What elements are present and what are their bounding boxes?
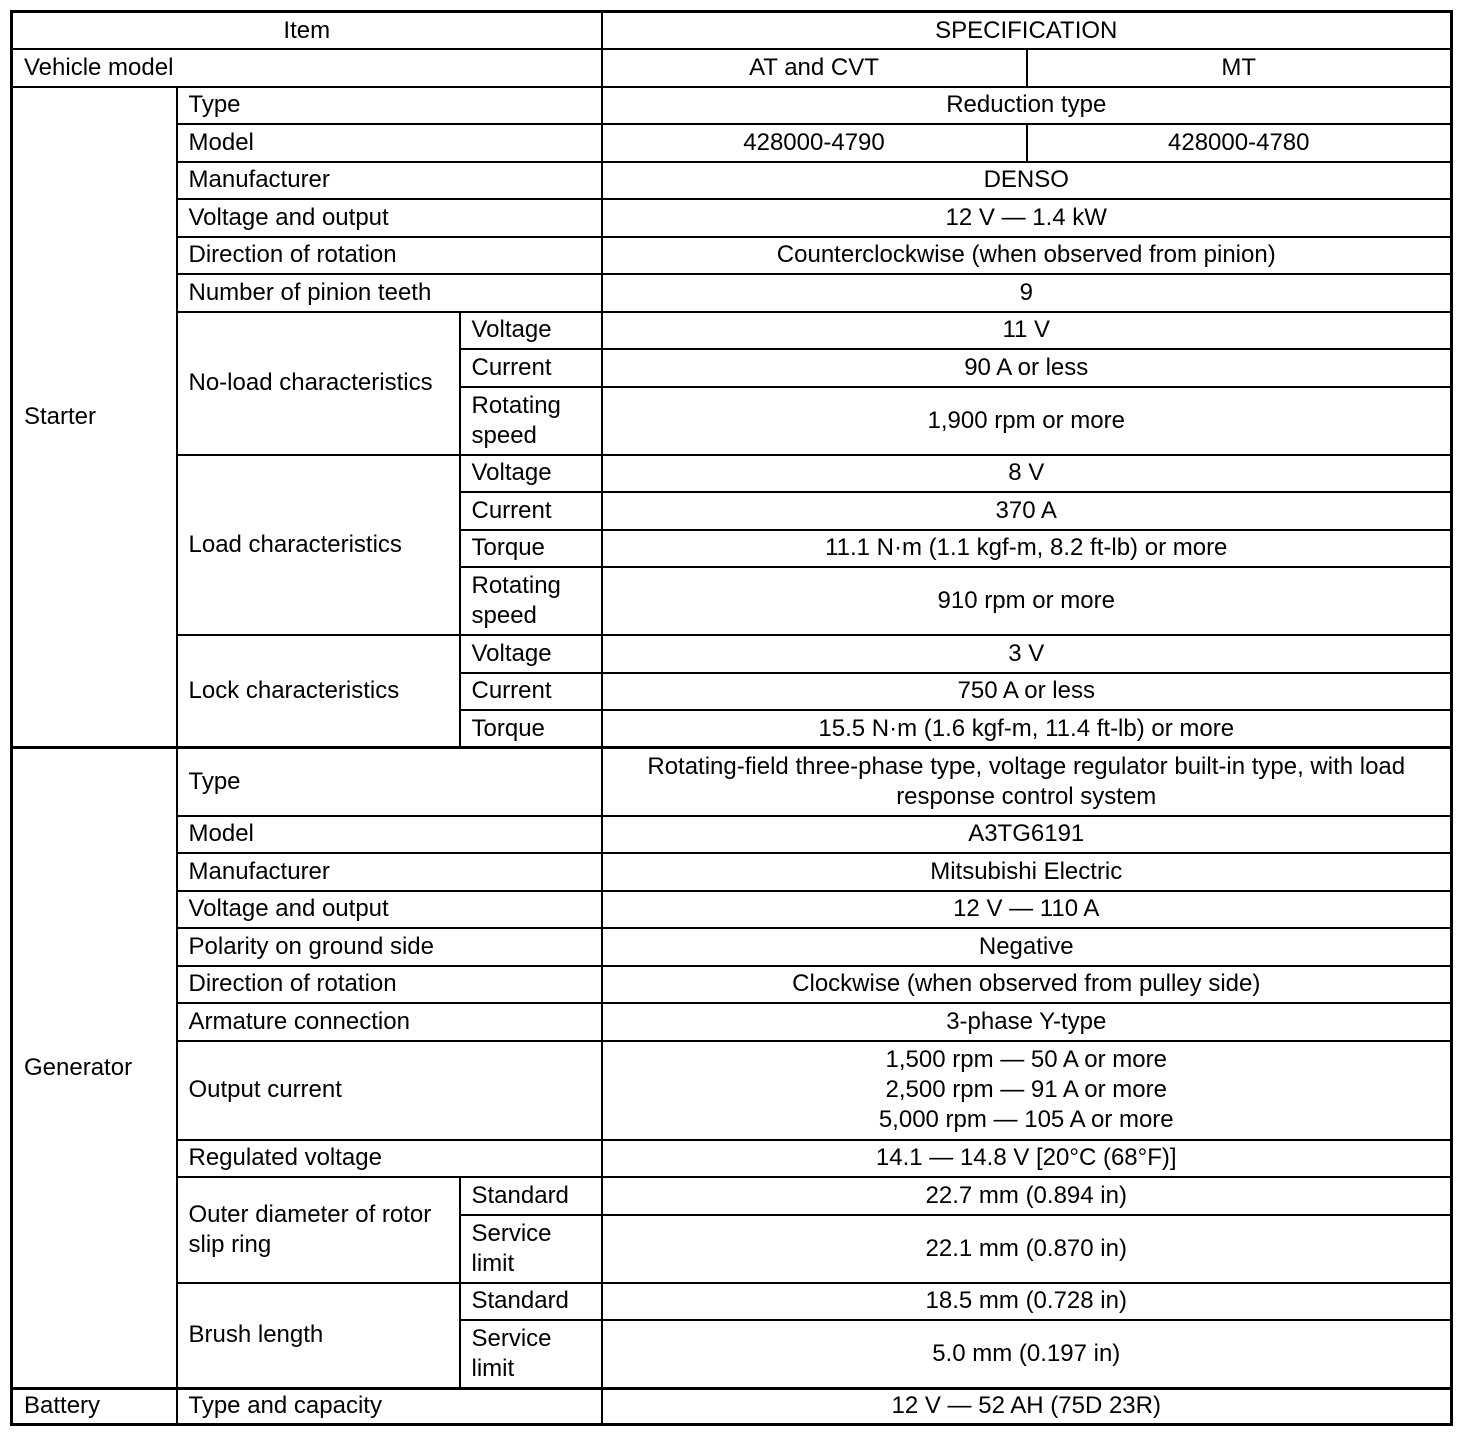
table-row xyxy=(12,274,1452,312)
starter-pinion-teeth-label: Number of pinion teeth xyxy=(177,274,602,312)
table-row xyxy=(12,124,1452,162)
generator-output-current-values xyxy=(602,1041,1452,1140)
load-voltage-value: 8 V xyxy=(602,455,1452,493)
load-torque-value: 11.1 N·m (1.1 kgf-m, 8.2 ft-lb) or more xyxy=(602,530,1452,568)
generator-manufacturer-label: Manufacturer xyxy=(177,853,602,891)
table-row xyxy=(12,928,1452,966)
specification-table xyxy=(10,10,1453,1426)
no-load-voltage-value: 11 V xyxy=(602,312,1452,350)
no-load-rotating-speed-label: Rotating speed xyxy=(460,387,602,455)
output-current-line: 2,500 rpm — 91 A or more xyxy=(885,1076,1167,1103)
output-current-line: 5,000 rpm — 105 A or more xyxy=(878,1106,1174,1133)
table-row xyxy=(12,237,1452,275)
starter-direction-value: Counterclockwise (when observed from pinion) xyxy=(602,237,1452,275)
starter-direction-label: Direction of rotation xyxy=(177,237,602,275)
generator-voltage-output-value: 12 V — 110 A xyxy=(602,891,1452,929)
slip-ring-service-limit-label: Service limit xyxy=(460,1215,602,1283)
table-row xyxy=(12,1283,1452,1321)
starter-model-at-cvt: 428000-4790 xyxy=(602,124,1027,162)
table-row xyxy=(12,162,1452,200)
load-rotating-speed-label: Rotating speed xyxy=(460,567,602,635)
lock-current-value: 750 A or less xyxy=(602,673,1452,711)
load-voltage-label: Voltage xyxy=(460,455,602,493)
vehicle-model-at-cvt: AT and CVT xyxy=(602,49,1027,87)
table-row xyxy=(12,1140,1452,1178)
slip-ring-standard-value: 22.7 mm (0.894 in) xyxy=(602,1177,1452,1215)
starter-type-label: Type xyxy=(177,87,602,125)
no-load-voltage-label: Voltage xyxy=(460,312,602,350)
generator-type-value: Rotating-field three-phase type, voltage regulator built-in type, with load response control system xyxy=(602,748,1452,816)
slip-ring-group-label: Outer diameter of rotor slip ring xyxy=(177,1177,460,1283)
slip-ring-standard-label: Standard xyxy=(460,1177,602,1215)
table-row xyxy=(12,891,1452,929)
lock-voltage-label: Voltage xyxy=(460,635,602,673)
brush-length-service-limit-label: Service limit xyxy=(460,1320,602,1388)
no-load-current-label: Current xyxy=(460,349,602,387)
starter-model-label: Model xyxy=(177,124,602,162)
table-row xyxy=(12,853,1452,891)
no-load-current-value: 90 A or less xyxy=(602,349,1452,387)
starter-model-mt: 428000-4780 xyxy=(1027,124,1452,162)
generator-armature-label: Armature connection xyxy=(177,1003,602,1041)
battery-type-capacity-label: Type and capacity xyxy=(177,1388,602,1424)
load-group-label: Load characteristics xyxy=(177,455,460,636)
table-row xyxy=(12,816,1452,854)
lock-torque-label: Torque xyxy=(460,710,602,748)
generator-direction-value: Clockwise (when observed from pulley side) xyxy=(602,966,1452,1004)
generator-model-label: Model xyxy=(177,816,602,854)
table-row xyxy=(12,312,1452,350)
generator-type-label: Type xyxy=(177,748,602,816)
starter-manufacturer-label: Manufacturer xyxy=(177,162,602,200)
generator-direction-label: Direction of rotation xyxy=(177,966,602,1004)
load-rotating-speed-value: 910 rpm or more xyxy=(602,567,1452,635)
slip-ring-service-limit-value: 22.1 mm (0.870 in) xyxy=(602,1215,1452,1283)
vehicle-model-label: Vehicle model xyxy=(12,49,602,87)
header-row xyxy=(12,12,1452,50)
table-row xyxy=(12,199,1452,237)
starter-manufacturer-value: DENSO xyxy=(602,162,1452,200)
generator-polarity-label: Polarity on ground side xyxy=(177,928,602,966)
table-row xyxy=(12,1388,1452,1424)
generator-regulated-voltage-label: Regulated voltage xyxy=(177,1140,602,1178)
generator-manufacturer-value: Mitsubishi Electric xyxy=(602,853,1452,891)
generator-armature-value: 3-phase Y-type xyxy=(602,1003,1452,1041)
brush-length-standard-label: Standard xyxy=(460,1283,602,1321)
lock-current-label: Current xyxy=(460,673,602,711)
generator-output-current-label: Output current xyxy=(177,1041,602,1140)
no-load-rotating-speed-value: 1,900 rpm or more xyxy=(602,387,1452,455)
lock-voltage-value: 3 V xyxy=(602,635,1452,673)
starter-pinion-teeth-value: 9 xyxy=(602,274,1452,312)
table-row xyxy=(12,87,1452,125)
generator-polarity-value: Negative xyxy=(602,928,1452,966)
starter-type-value: Reduction type xyxy=(602,87,1452,125)
output-current-line: 1,500 rpm — 50 A or more xyxy=(885,1046,1167,1073)
lock-torque-value: 15.5 N·m (1.6 kgf-m, 11.4 ft-lb) or more xyxy=(602,710,1452,748)
load-torque-label: Torque xyxy=(460,530,602,568)
table-row xyxy=(12,748,1452,816)
starter-voltage-output-value: 12 V — 1.4 kW xyxy=(602,199,1452,237)
brush-length-service-limit-value: 5.0 mm (0.197 in) xyxy=(602,1320,1452,1388)
vehicle-model-mt: MT xyxy=(1027,49,1452,87)
header-specification: SPECIFICATION xyxy=(602,12,1452,50)
table-row xyxy=(12,1003,1452,1041)
lock-group-label: Lock characteristics xyxy=(177,635,460,748)
generator-regulated-voltage-value: 14.1 — 14.8 V [20°C (68°F)] xyxy=(602,1140,1452,1178)
generator-model-value: A3TG6191 xyxy=(602,816,1452,854)
table-row xyxy=(12,455,1452,493)
table-row xyxy=(12,966,1452,1004)
starter-voltage-output-label: Voltage and output xyxy=(177,199,602,237)
starter-section-label: Starter xyxy=(12,87,177,748)
brush-length-standard-value: 18.5 mm (0.728 in) xyxy=(602,1283,1452,1321)
battery-section-label: Battery xyxy=(12,1388,177,1424)
load-current-value: 370 A xyxy=(602,492,1452,530)
table-row xyxy=(12,1041,1452,1140)
table-row xyxy=(12,635,1452,673)
load-current-label: Current xyxy=(460,492,602,530)
no-load-group-label: No-load characteristics xyxy=(177,312,460,455)
vehicle-model-row xyxy=(12,49,1452,87)
generator-voltage-output-label: Voltage and output xyxy=(177,891,602,929)
battery-type-capacity-value: 12 V — 52 AH (75D 23R) xyxy=(602,1388,1452,1424)
generator-section-label: Generator xyxy=(12,748,177,1389)
header-item: Item xyxy=(12,12,602,50)
table-row xyxy=(12,1177,1452,1215)
brush-length-group-label: Brush length xyxy=(177,1283,460,1389)
